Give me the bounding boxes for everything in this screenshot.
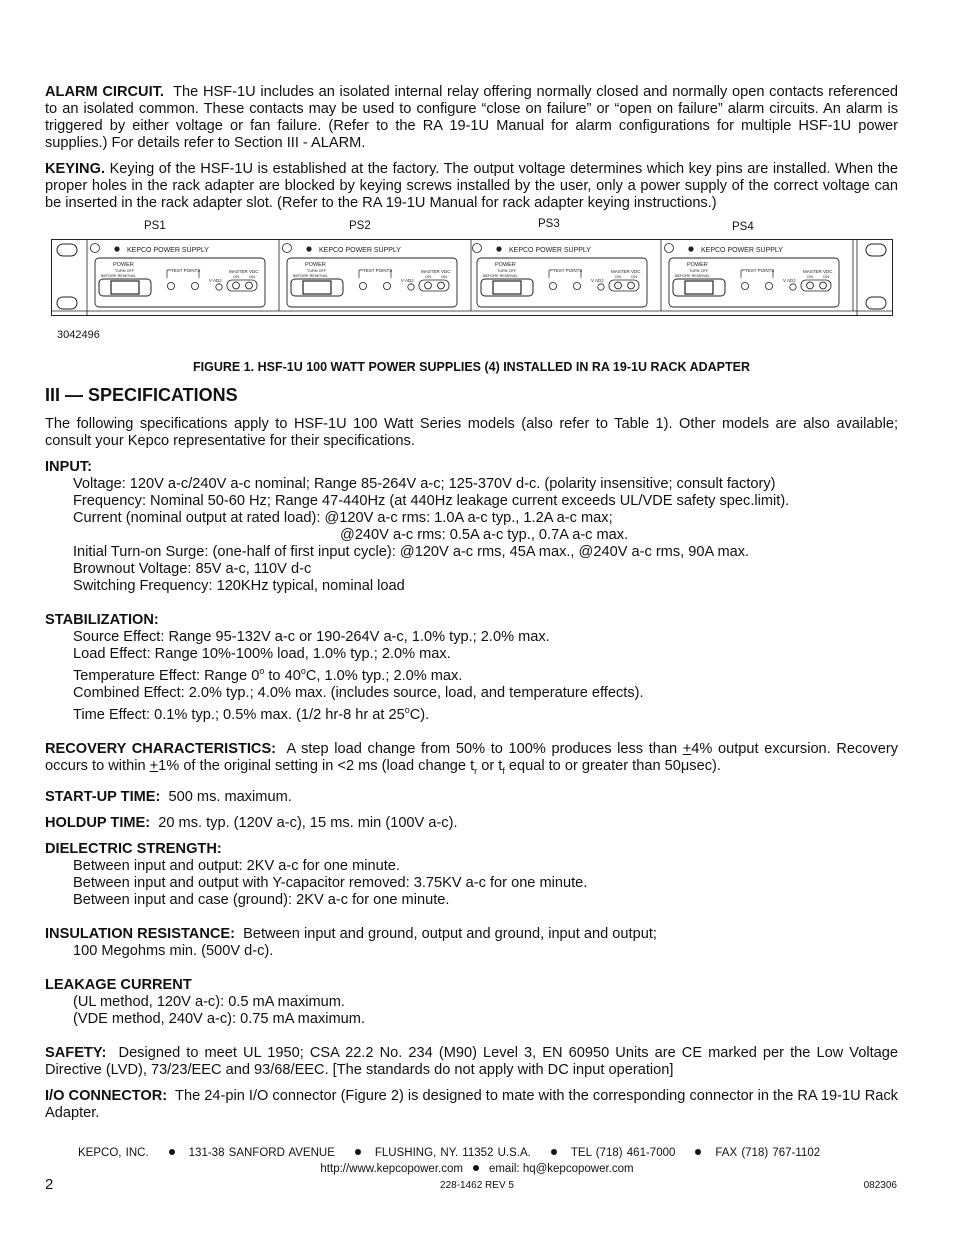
document-number: 228-1462 REV 5	[440, 1180, 514, 1191]
ps4-label: PS4	[732, 221, 754, 233]
section-title: III — SPECIFICATIONS	[45, 385, 238, 405]
footer-tel: TEL (718) 461-7000	[570, 1147, 676, 1159]
unit-brand-label: KEPCO POWER SUPPLY	[127, 247, 209, 254]
figure-1	[45, 218, 898, 373]
unit-test-points-label: TEST POINTS	[363, 268, 393, 273]
dielectric-heading: DIELECTRIC STRENGTH:	[45, 840, 222, 857]
alarm-circuit-paragraph	[45, 84, 898, 152]
figure-part-number: 3042496	[57, 329, 100, 341]
io-heading: I/O CONNECTOR:	[45, 1087, 168, 1104]
insulation-spec: INSULATION RESISTANCE: Between input and ground, output and ground, input and output; 100 Megohms min. (500V d-c).	[45, 926, 898, 960]
date-code: 082306	[863, 1180, 897, 1191]
combined-effect: Combined Effect: 2.0% typ.; 4.0% max. (includes source, load, and temperature effects).	[73, 684, 644, 701]
unit-on-label-1: ON	[425, 274, 431, 279]
footer-address: 131-38 SANFORD AVENUE	[188, 1147, 335, 1159]
unit-power-label: POWER	[113, 262, 134, 268]
dielectric-line-1: Between input and output: 2KV a-c for one minute.	[73, 857, 400, 874]
dielectric-spec	[45, 841, 898, 909]
unit-v-adj-label: V ADJ	[209, 278, 222, 283]
unit-on-label-2: ON	[631, 274, 637, 279]
unit-turn-off-label: TURN OFF	[115, 269, 135, 273]
keying-heading: KEYING.	[45, 161, 106, 177]
dielectric-line-2: Between input and output with Y-capacitor removed: 3.75KV a-c for one minute.	[73, 874, 588, 891]
input-switching: Switching Frequency: 120KHz typical, nominal load	[73, 578, 405, 594]
unit-turn-off-label: TURN OFF	[689, 269, 709, 273]
unit-master-vdc-label: MASTER VDC	[611, 269, 641, 274]
unit-v-adj-label: V ADJ	[783, 278, 796, 283]
input-brownout: Brownout Voltage: 85V a-c, 110V d-c	[73, 561, 312, 577]
unit-v-adj-label: V ADJ	[401, 278, 414, 283]
specs-intro: The following specifications apply to HSF-1U 100 Watt Series models (also refer to Table 1). Other models are also available; consult your Kepco representative for their specifications.	[45, 416, 898, 449]
keying-text: Keying of the HSF-1U is established at the factory. The output voltage determines which key pins are installed. When the proper holes in the rack adapter are blocked by keying screws installed by the user, only a power supply of the correct voltage can be inserted in the rack adapter slot. (Refer to the RA 19-1U Manual for rack adapter keying instructions.)	[45, 161, 898, 211]
recovery-heading: RECOVERY CHARACTERISTICS:	[45, 740, 277, 757]
load-effect: Load Effect: Range 10%-100% load, 1.0% typ.; 2.0% max.	[73, 646, 451, 662]
unit-brand-label: KEPCO POWER SUPPLY	[509, 247, 591, 254]
startup-spec: START-UP TIME: 500 ms. maximum.	[45, 788, 292, 805]
footer-city: FLUSHING, NY. 11352 U.S.A.	[374, 1147, 531, 1159]
safety-heading: SAFETY:	[45, 1044, 107, 1061]
io-connector-spec: I/O CONNECTOR: The 24-pin I/O connector (Figure 2) is designed to mate with the corresponding connector in the RA 19-1U Rack Adapter.	[45, 1087, 898, 1121]
unit-test-points-label: TEST POINTS	[171, 268, 201, 273]
unit-turn-off-label: TURN OFF	[307, 269, 327, 273]
input-spec	[45, 459, 898, 595]
unit-test-points-label: TEST POINTS	[553, 268, 583, 273]
keying-paragraph	[45, 161, 898, 212]
recovery-spec: RECOVERY CHARACTERISTICS: A step load change from 50% to 100% produces less than +4% output excursion. Recovery occurs to within +1% of the original setting in <2 ms (load change $t_r$ or $t_f$ equal to or greater than 50μsec).	[45, 740, 898, 776]
unit-on-label-1: ON	[615, 274, 621, 279]
insulation-line-2: 100 Megohms min. (500V d-c).	[73, 942, 274, 959]
leakage-line-1: (UL method, 120V a-c): 0.5 mA maximum.	[73, 993, 345, 1010]
input-voltage: Voltage: 120V a-c/240V a-c nominal; Range 85-264V a-c; 125-370V d-c. (polarity insensitive; consult factory)	[73, 476, 776, 492]
footer-email-link[interactable]: email: hq@kepcopower.com	[488, 1163, 634, 1175]
rack-adapter-illustration	[51, 239, 893, 316]
time-effect: Time Effect: 0.1% typ.; 0.5% max. (1/2 hr-8 hr at 25$^o$C).	[73, 704, 430, 723]
leakage-spec	[45, 977, 898, 1028]
footer-web-line	[0, 1163, 954, 1175]
input-frequency: Frequency: Nominal 50-60 Hz; Range 47-440Hz (at 440Hz leakage current exceeds UL/VDE safety spec.limit).	[73, 493, 790, 509]
unit-before-removal-label: BEFORE REMOVAL	[483, 274, 518, 278]
stabilization-heading: STABILIZATION:	[45, 612, 159, 628]
ps3-label: PS3	[538, 218, 560, 230]
holdup-heading: HOLDUP TIME:	[45, 814, 151, 831]
unit-test-points-label: TEST POINTS	[745, 268, 775, 273]
input-surge: Initial Turn-on Surge: (one-half of first input cycle): @120V a-c rms, 45A max., @240V a-c rms, 90A max.	[73, 544, 750, 560]
alarm-heading: ALARM CIRCUIT.	[45, 84, 164, 100]
unit-on-label-2: ON	[441, 274, 447, 279]
source-effect: Source Effect: Range 95-132V a-c or 190-264V a-c, 1.0% typ.; 2.0% max.	[73, 629, 550, 645]
temperature-effect: Temperature Effect: Range 0$^o$ to 40$^o$C, 1.0% typ.; 2.0% max.	[73, 666, 463, 684]
figure-caption: FIGURE 1. HSF-1U 100 WATT POWER SUPPLIES (4) INSTALLED IN RA 19-1U RACK ADAPTER	[192, 360, 750, 374]
page-number: 2	[45, 1176, 54, 1193]
unit-power-label: POWER	[495, 262, 516, 268]
holdup-spec: HOLDUP TIME: 20 ms. typ. (120V a-c), 15 ms. min (100V a-c).	[45, 814, 458, 831]
unit-turn-off-label: TURN OFF	[497, 269, 517, 273]
insulation-heading: INSULATION RESISTANCE:	[45, 925, 235, 942]
alarm-text: The HSF-1U includes an isolated internal relay offering normally closed and normally open contacts referenced to an isolated common. These contacts may be used to configure “close on failure” or “open on failure” alarm circuits. An alarm is triggered by either voltage or fan failure. (Refer to the RA 19-1U Manual for alarm configurations for multiple HSF-1U power supplies.) For details refer to Section III - ALARM.	[45, 84, 898, 151]
leakage-heading: LEAKAGE CURRENT	[45, 976, 192, 993]
unit-master-vdc-label: MASTER VDC	[803, 269, 833, 274]
unit-power-label: POWER	[305, 262, 326, 268]
safety-spec: SAFETY: Designed to meet UL 1950; CSA 22.2 No. 234 (M90) Level 3, EN 60950 Units are CE marked per the Low Voltage Directive (LVD), 73/23/EEC and 93/68/EEC. [The standards do not apply with DC input operation]	[45, 1044, 898, 1078]
document-body	[45, 84, 898, 1122]
footer-company: KEPCO, INC.	[78, 1147, 149, 1159]
unit-on-label-1: ON	[233, 274, 239, 279]
unit-on-label-2: ON	[249, 274, 255, 279]
unit-master-vdc-label: MASTER VDC	[229, 269, 259, 274]
input-current-240: @240V a-c rms: 0.5A a-c typ., 0.7A a-c max.	[340, 527, 629, 543]
input-current-120: Current (nominal output at rated load): @120V a-c rms: 1.0A a-c typ., 1.2A a-c max;	[73, 510, 613, 526]
unit-brand-label: KEPCO POWER SUPPLY	[319, 247, 401, 254]
stabilization-spec	[45, 612, 898, 724]
unit-before-removal-label: BEFORE REMOVAL	[101, 274, 136, 278]
unit-on-label-2: ON	[823, 274, 829, 279]
ps1-label: PS1	[144, 220, 166, 232]
unit-before-removal-label: BEFORE REMOVAL	[293, 274, 328, 278]
unit-v-adj-label: V ADJ	[591, 278, 604, 283]
unit-on-label-1: ON	[807, 274, 813, 279]
unit-master-vdc-label: MASTER VDC	[421, 269, 451, 274]
input-heading: INPUT:	[45, 459, 93, 475]
unit-brand-label: KEPCO POWER SUPPLY	[701, 247, 783, 254]
ps2-label: PS2	[349, 220, 371, 232]
leakage-line-2: (VDE method, 240V a-c): 0.75 mA maximum.	[73, 1010, 365, 1027]
footer-fax: FAX (718) 767-1102	[715, 1147, 821, 1159]
footer-address-line	[78, 1147, 826, 1159]
unit-power-label: POWER	[687, 262, 708, 268]
footer-website-link[interactable]: http://www.kepcopower.com	[320, 1163, 463, 1175]
dielectric-line-3: Between input and case (ground): 2KV a-c for one minute.	[73, 891, 450, 908]
startup-heading: START-UP TIME:	[45, 788, 161, 805]
unit-before-removal-label: BEFORE REMOVAL	[675, 274, 710, 278]
